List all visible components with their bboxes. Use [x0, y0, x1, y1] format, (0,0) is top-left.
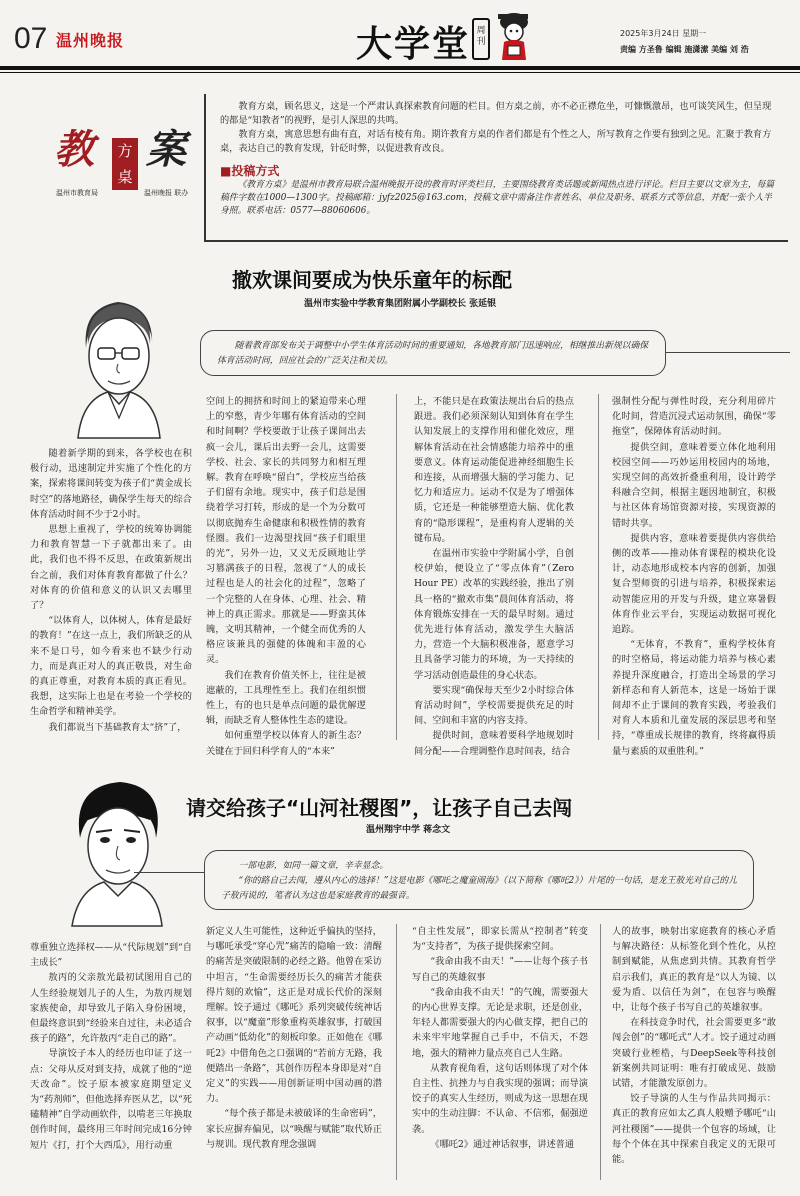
- intro-paragraph: 教育方桌，顾名思义，这是一个严肃认真探索教育问题的栏目。但方桌之前，亦不必正襟危坐，可慷慨激昂，也可谈笑风生，但呈现的都是“知教者”的视野，是引人深思的共鸣。: [220, 101, 772, 126]
- paragraph: 上，不能只是在政策法规出台后的热点跟进。我们必须深刻认知到体育在学生认知发展上的支撑作用和催化效应，理解体育活动在社会情感能力培养中的重要意义。体育运动能促进神经细胞生长和连接，从而增强大脑的学习能力、记忆力和适应力。运动不仅是为了增强体质，它还是一种能够塑造大脑、优化教育的“隐形课程”，是重构育人逻辑的关键布局。: [414, 396, 574, 544]
- article1-column-4: [612, 394, 776, 757]
- paragraph: 饺子导演的人生与作品共同揭示：真正的教育应如太乙真人般赠予哪吒“山河社稷图”——提供一个包容的场域，让每个个体在其中探索自我定义的无限可能。: [612, 1093, 776, 1166]
- paragraph: 提供内容，意味着要提供内容供给侧的改革——推动体育课程的模块化设计，动态地形成校本内容的创新，加强复合型师资的引进与培养，积极探索运动智能应用的开发与升级，建立寒暑假体育作业云平台，实现运动数据可视化追踪。: [612, 532, 776, 636]
- paragraph: 从教育视角看，这句话则体现了对个体自主性、抗挫力与自我实现的强调；而导演饺子的真实人生经历，则成为这一思想在现实中的生动注脚：不认命、不信邪，倔强逆袭。: [412, 1062, 588, 1135]
- paragraph: “我命由我不由天！”的气魄，需要强大的内心世界支撑。无论是求职，还是创业，年轻人都需要强大的内心做支撑，把自己的未来牢牢地掌握自己手中，不信天，不怨地，强大的精神力量点亮自己人生路。: [412, 986, 588, 1059]
- paragraph: 我们都说当下基础教育太“挤”了，: [48, 721, 187, 733]
- submission-heading: ■投稿方式: [220, 164, 280, 178]
- lead-rule: [134, 872, 204, 873]
- paragraph: 新定义人生可能性，这种近乎偏执的坚持，与哪吒承受“穿心咒”痛苦的隐喻一致：清醒的痛苦是突破限制的必经之路。他曾在采访中坦言，“生命需要经历长久的痛苦才能获得片刻的欢愉”，这正是对成长代价的深刻理解。饺子通过《哪吒》系列突破传统神话叙事，以“魔童”形象重构英雄叙事，打破国产动画“低幼化”的刻板印象。正如他在《哪吒2》中借角色之口强调的“若前方无路，我便踏出一条路”，其创作历程本身即是对“自定义”的实践——用创新证明中国动画的潜力。: [206, 926, 382, 1105]
- logo-char-zhuo: 桌: [112, 164, 138, 190]
- article1-lead: 随着教育部发布关于调整中小学生体育活动时间的重要通知，各地教育部门迅速响应，相继推出新规以确保体育活动时间，回应社会的广泛关注和关切。: [200, 330, 666, 376]
- column-intro-box: [204, 94, 788, 242]
- paragraph: 《哪吒2》通过神话叙事，讲述普通: [430, 1138, 575, 1150]
- article2-lead: [204, 850, 754, 910]
- paragraph: 要实现“确保每天至少2小时综合体育活动时间”，学校需要提供充足的时间、空间和丰富的内容支持。: [414, 684, 574, 727]
- masthead-rule: [0, 66, 800, 70]
- article2-lead-line2: “你的路自己去闯，遵从内心的选择！”这是电影《哪吒之魔童闹海》（以下简称《哪吒2》）片尾的一句话，是龙王敖光对自己的儿子敖丙说的，笔者认为这也是家庭教育的最强音。: [221, 876, 738, 901]
- article2-author-portrait: [58, 772, 176, 926]
- column-divider: [598, 394, 599, 740]
- article2-column-4: [612, 924, 776, 1184]
- article1-column-3: [414, 394, 574, 757]
- logo-char-an: 案: [146, 126, 186, 173]
- paragraph: “无体育，不教育”，重构学校体育的时空格局，将运动能力培养与核心素养提升深度融合，打造出全场景的学习新样态和育人新范本，这是一场始于课间却不止于课间的教育实践，考验我们对育人本质和儿童发展的深层思考和坚持，“尊重成长规律的教育，终将赢得质量与素质的双重胜利。”: [612, 639, 776, 757]
- paragraph: 空间上的拥挤和时间上的紧迫带来心理上的窄憋，青少年哪有体育活动的空间和时间啊？学校要敢于让孩子课间出去疯一会儿，课后出去野一会儿，这需要学校、社会、家长的共同努力和相互理解。教育在呼唤“留白”，学校应当给孩子们留有余地。现实中，孩子们总是围绕着学习打转，形成的是一个为分数可以彻底抛弃生命健康和积极性情的教育怪圈。我们一边渴望找回“孩子们眼里的光”，另外一边，又义无反顾地让学习篡满孩子的日程，忽视了“人的成长过程也是人的社会化的过程”，忽略了一个完整的人在身体、心理、社会、精神上的真正需求。那就是——野蛮其体魄，文明其精神，一个健全而优秀的人格应该兼具的强健的体魄和丰盈的心灵。: [206, 396, 366, 666]
- paragraph: 强制性分配与弹性时段，充分利用碎片化时间，营造沉浸式运动氛围，确保“零拖堂”，保障体育活动时间。: [612, 396, 776, 438]
- paragraph: 提供空间，意味着要立体化地利用校园空间——巧妙运用校园内的场地，实现空间的高效折叠重利用，设计跨学科融合空间，根据主题因地制宜，积极与社区体育场馆资源对接，实现资源的错时共享。: [612, 441, 776, 529]
- column-divider: [396, 924, 397, 1180]
- newspaper-name: 温州晚报: [56, 31, 125, 50]
- article2-lead-line1: 一部电影，如同一篇文章，辛幸显念。: [238, 861, 389, 871]
- subheading: 尊重独立选择权——从“代际规划”到“自主成长”: [30, 942, 192, 969]
- article2-column-3: [412, 924, 588, 1184]
- article2-byline: 温州翔宇中学 蒋念文: [366, 825, 451, 835]
- submission-text: 《教育方桌》是温州市教育局联合温州晚报开设的教育时评类栏目，主要围绕教育类话题或新闻热点进行评论。栏目主要以文章为主，每篇稿件字数在1000—1300字。投稿邮箱：jyfz2025@163.com，投稿文章中需备注作者姓名、单位及职务、联系方式等信息，并配一张个人半身照。联系电话：0577—88060606。: [220, 180, 775, 216]
- paragraph: 在温州市实验中学附属小学，自创校伊始，便设立了“零点体育”（Zero Hour PE）改革的实践经验，推出了别具一格的“撤欢市集”晨间体育活动，将体育锻炼安排在一天的最早时刻。通过优先进行体育活动，激发学生大脑活力，营造一个大脑积极准备，愿意学习且具备学习能力的环境，为一天持续的学习活动创造最佳的身心状态。: [414, 548, 574, 681]
- lead-rule: [666, 352, 790, 353]
- column-divider: [600, 924, 601, 1180]
- article2-column-2: [206, 924, 382, 1184]
- paragraph: 敖丙的父亲敖光最初试图用自己的人生经验规划儿子的人生，为敖丙规划家族使命，却导致儿子陷入身份困境，但最终意识到“经验来自过往，未必适合孩子的路”，允许敖丙“走自己的路”。: [30, 972, 192, 1045]
- subheading: “我命由我不由天！”——让每个孩子书写自己的英雄叙事: [412, 956, 588, 983]
- article1-title: 撤欢课间要成为快乐童年的标配: [232, 268, 512, 292]
- weekly-tag: 周刊: [472, 18, 490, 60]
- paragraph: 在科技竞争时代，社会需要更多“敢闯会创”的“哪吒式”人才。饺子通过动画突破行业桎梏，与DeepSeek等科技创新案例共同证明：唯有打破成见、鼓励试错，才能激发原创力。: [612, 1017, 776, 1090]
- paragraph: 导演饺子本人的经历也印证了这一点：父母从反对到支持，成就了他的“逆天改命”。饺子原本被家庭期望定义为“药剂师”，但他选择弃医从艺，以“死磕精神”自学动画软件，以啃老三年换取创作时间，最终用三年时间完成16分钟短片《打，打个大西瓜》，用行动重: [30, 1048, 192, 1151]
- masthead-rule-thin: [0, 72, 800, 73]
- logo-org-newspaper: 温州晚报 联办: [144, 189, 189, 197]
- article1-column-2: [206, 394, 366, 757]
- section-title: 大学堂: [356, 23, 471, 65]
- paragraph: 如何重塑学校以体育人的新生态？关键在于回归科学育人的“本来”: [206, 730, 366, 757]
- article2-column-1: [30, 940, 192, 1184]
- logo-char-fang: 方: [112, 138, 138, 164]
- article1-byline: 温州市实验中学教育集团附属小学副校长 张延银: [304, 299, 497, 309]
- issue-date: 2025年3月24日 星期一: [620, 29, 707, 38]
- paragraph: 随着新学期的到来，各学校也在积极行动，迅速制定并实施了个性化的方案，探索将课间转变为孩子们“黄金成长时空”的落地路径，确保学生每天的综合体育活动时间不少于2小时。: [30, 448, 192, 520]
- logo-org-education-bureau: 温州市教育局: [56, 189, 98, 197]
- article2-title: 请交给孩子“山河社稷图”，让孩子自己去闯: [186, 796, 573, 820]
- paragraph: 思想上重视了，学校的统筹协调能力和教育智慧一下子就都出来了。由此，我们也不得不反思，在政策新规出台之前，我们对体育教育都做了什么？对体育的价值和意义的认识又去哪里了？: [30, 524, 192, 612]
- column-divider: [396, 394, 397, 740]
- paragraph: 提供时间，意味着要科学地规划时间分配——合理调整作息时间表，结合: [414, 730, 574, 757]
- article1-column-1: [30, 446, 192, 742]
- page-number: 07: [14, 22, 48, 55]
- mascot-illustration-icon: [492, 8, 536, 64]
- editors-line: 责编 方圣鲁 编辑 施潇潆 美编 刘 浩: [620, 45, 749, 54]
- article1-author-portrait: [58, 288, 178, 438]
- paragraph: 人的故事，映射出家庭教育的核心矛盾与解决路径：从标签化到个性化，从控制到赋能，从焦虑到共情。其教育哲学启示我们，真正的教育是“以人为镜、以爱为盾、以信任为剑”，在包容与唤醒中，让每个孩子书写自己的英雄叙事。: [612, 926, 776, 1014]
- masthead: [0, 0, 800, 70]
- paragraph: “每个孩子都是未被破译的生命密码”，家长应摒弃偏见，以“唤醒与赋能”取代矫正与规训。现代教育理念强调: [206, 1108, 382, 1150]
- paragraph: “以体育人，以体树人，体育是最好的教育！”在这一点上，我们所缺乏的从来不是口号，如今看来也不缺少行动力，而是真正对人的真正敬畏，对生命的真正尊重，对教育本质的真正看见。我想，这实际上也是在考验一个学校的生命哲学和精神美学。: [30, 615, 192, 718]
- intro-paragraph: 教育方桌，寓意思想有曲有直，对话有棱有角。期许教育方桌的作者们都是有个性之人，所写教育之作要有独到之见。汇聚于教育方桌，表达自己的教育发现，针砭时弊，以促进教育改良。: [220, 129, 772, 154]
- paragraph: 我们在教育价值关怀上，往往是被遮蔽的，工具理性至上。我们在组织惯性上，有的也只是单点问题的最优解逻辑，而缺乏育人整体性生态的建设。: [206, 669, 366, 727]
- column-logo: [50, 108, 210, 228]
- paragraph: “自主性发展”，即家长需从“控制者”转变为“支持者”，为孩子提供探索空间。: [412, 926, 588, 953]
- logo-char-jiao: 教: [54, 126, 94, 173]
